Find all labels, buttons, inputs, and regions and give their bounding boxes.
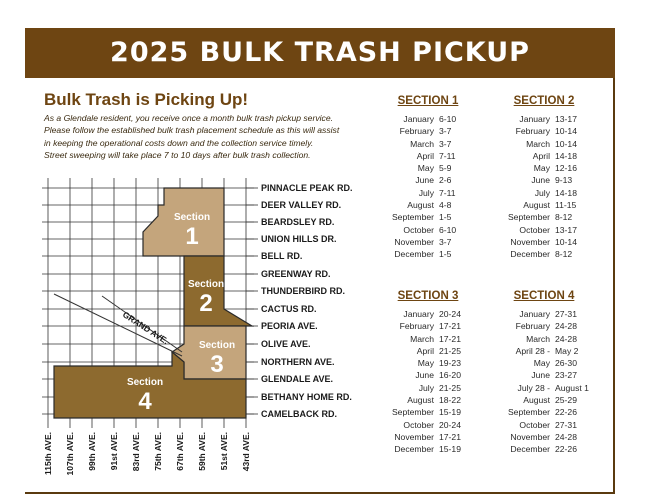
schedule-row [378, 308, 478, 320]
schedule-month: February [399, 126, 434, 137]
intro-text [44, 112, 364, 161]
schedule-row [378, 419, 478, 431]
schedule-row [494, 236, 594, 248]
schedule-month: July [418, 382, 434, 393]
section-4-number: 4 [138, 388, 152, 415]
schedule-row [378, 443, 478, 455]
schedule-dates: 15-19 [439, 444, 461, 455]
schedule-dates: 19-23 [439, 358, 461, 369]
schedule-month: August [407, 395, 434, 406]
road-label: BETHANY HOME RD. [261, 392, 352, 402]
schedule-dates: 8-12 [555, 249, 573, 260]
schedule-row [378, 174, 478, 186]
schedule-row [494, 224, 594, 236]
schedule-section-2 [494, 95, 594, 261]
section-map [34, 176, 354, 476]
schedule-section-3 [378, 290, 478, 456]
schedule-dates: 13-17 [555, 114, 577, 124]
schedule-dates: 3-7 [439, 126, 452, 137]
schedule-month: January [403, 309, 434, 319]
schedule-month: December [510, 249, 550, 260]
schedule-row [378, 394, 478, 406]
schedule-row [494, 320, 594, 332]
schedule-rows [378, 113, 478, 261]
schedule-row [494, 308, 594, 320]
schedule-month: December [394, 249, 434, 260]
schedule-row [494, 431, 594, 443]
schedule-month: February [515, 321, 550, 332]
schedule-dates: 10-14 [555, 126, 577, 137]
schedule-title: SECTION 1 [397, 95, 459, 107]
schedule-row [494, 113, 594, 125]
schedule-dates: 18-22 [439, 395, 461, 406]
schedule-month: April 28 - [515, 345, 550, 356]
schedule-row [494, 333, 594, 345]
schedule-month: September [507, 212, 550, 223]
road-label: CACTUS RD. [261, 304, 317, 314]
schedule-dates: 10-14 [555, 138, 577, 149]
schedule-month: November [510, 431, 550, 442]
intro-heading: Bulk Trash is Picking Up! [44, 90, 249, 109]
schedule-row [494, 419, 594, 431]
road-label: PEORIA AVE. [261, 321, 318, 331]
schedule-row [378, 138, 478, 150]
schedule-row [378, 369, 478, 381]
schedule-month: June [531, 175, 550, 186]
schedule-row [378, 431, 478, 443]
schedule-month: March [410, 333, 434, 344]
schedule-dates: 17-21 [439, 333, 461, 344]
schedule-month: October [403, 224, 434, 235]
schedule-dates: 15-19 [439, 407, 461, 418]
schedule-row [378, 345, 478, 357]
avenue-label: 107th AVE. [65, 432, 75, 476]
intro-line: Please follow the established bulk trash placement schedule as this will assist [44, 125, 340, 136]
schedule-row [494, 174, 594, 186]
schedule-row [378, 382, 478, 394]
schedule-month: September [391, 212, 434, 223]
schedule-row [494, 443, 594, 455]
road-label: GREENWAY RD. [261, 269, 331, 279]
schedule-dates: 5-9 [439, 163, 452, 174]
road-label: BELL RD. [261, 251, 303, 261]
schedule-row [378, 199, 478, 211]
schedule-month: April [416, 345, 434, 356]
schedule-month: June [415, 175, 434, 186]
avenue-label: 83rd AVE. [131, 432, 141, 472]
road-label: UNION HILLS DR. [261, 234, 337, 244]
section-3-number: 3 [210, 351, 224, 378]
schedule-dates: 21-25 [439, 345, 461, 356]
schedule-title: SECTION 3 [397, 290, 459, 302]
schedule-dates: 7-11 [439, 150, 456, 161]
schedule-month: November [510, 236, 550, 247]
schedule-month: August [523, 395, 550, 406]
schedule-month: November [394, 431, 434, 442]
schedule-row [494, 369, 594, 381]
schedule-row [494, 406, 594, 418]
road-label: DEER VALLEY RD. [261, 200, 342, 210]
road-label: PINNACLE PEAK RD. [261, 183, 353, 193]
schedule-dates: 22-26 [555, 407, 577, 418]
schedule-row [494, 138, 594, 150]
schedule-dates: 10-14 [555, 236, 577, 247]
schedule-dates: May 2 [555, 345, 579, 356]
schedule-month: December [394, 444, 434, 455]
schedule-month: June [415, 370, 434, 381]
schedule-dates: 17-21 [439, 431, 461, 442]
schedule-month: February [515, 126, 550, 137]
road-label: THUNDERBIRD RD. [261, 286, 345, 296]
schedule-row [378, 224, 478, 236]
avenue-label: 99th AVE. [87, 432, 97, 471]
schedule-rows [378, 308, 478, 456]
schedule-dates: 4-8 [439, 200, 452, 211]
schedule-dates: 23-27 [555, 370, 577, 381]
schedule-month: July [534, 187, 550, 198]
schedule-section-4 [494, 290, 594, 456]
schedule-dates: 24-28 [555, 333, 577, 344]
schedule-row [494, 248, 594, 260]
page-title: 2025 BULK TRASH PICKUP SCHEDULE [25, 28, 615, 78]
avenue-label: 51st AVE. [219, 432, 229, 471]
schedule-dates: 13-17 [555, 224, 577, 235]
schedule-dates: 26-30 [555, 358, 577, 369]
schedule-row [378, 125, 478, 137]
schedule-dates: 12-16 [555, 163, 577, 174]
schedule-row [494, 199, 594, 211]
schedule-dates: 21-25 [439, 382, 461, 393]
schedule-month: September [507, 407, 550, 418]
schedule-month: April [532, 150, 550, 161]
schedule-dates: 17-21 [439, 321, 461, 332]
schedule-month: March [526, 138, 550, 149]
schedule-dates: 14-18 [555, 150, 577, 161]
schedule-row [494, 357, 594, 369]
road-label: NORTHERN AVE. [261, 357, 335, 367]
schedule-row [378, 320, 478, 332]
schedule-month: January [403, 114, 434, 124]
intro-line: Street sweeping will take place 7 to 10 days after bulk trash collection. [44, 149, 311, 160]
schedule-dates: 7-11 [439, 187, 456, 198]
schedule-month: November [394, 236, 434, 247]
schedule-dates: 1-5 [439, 249, 452, 260]
schedule-dates: 3-7 [439, 236, 452, 247]
schedule-dates: 8-12 [555, 212, 573, 223]
schedule-month: October [519, 419, 550, 430]
schedule-section-1 [378, 95, 478, 261]
section-1-number: 1 [185, 223, 199, 250]
avenue-label: 67th AVE. [175, 432, 185, 471]
schedule-dates: 6-10 [439, 224, 457, 235]
schedule-month: August [523, 200, 550, 211]
schedule-dates: 20-24 [439, 419, 461, 430]
schedule-row [494, 211, 594, 223]
schedule-month: October [403, 419, 434, 430]
road-label: BEARDSLEY RD. [261, 217, 335, 227]
road-label: OLIVE AVE. [261, 339, 311, 349]
schedule-month: January [519, 114, 550, 124]
schedule-row [378, 211, 478, 223]
grand-ave-label: GRAND AVE. [120, 309, 171, 347]
schedule-dates: 24-28 [555, 431, 577, 442]
schedule-month: August [407, 200, 434, 211]
schedule-month: May [417, 358, 434, 369]
schedule-month: July [418, 187, 434, 198]
schedule-dates: 24-28 [555, 321, 577, 332]
schedule-row [494, 162, 594, 174]
schedule-dates: 27-31 [555, 309, 577, 319]
schedule-rows [494, 308, 594, 456]
schedule-row [378, 113, 478, 125]
road-label: CAMELBACK RD. [261, 409, 337, 419]
avenue-label: 91st AVE. [109, 432, 119, 471]
schedule-row [494, 345, 594, 357]
schedule-month: June [531, 370, 550, 381]
schedule-row [378, 333, 478, 345]
schedule-month: April [416, 150, 434, 161]
schedule-dates: 3-7 [439, 138, 452, 149]
schedule-row [378, 150, 478, 162]
schedule-dates: 2-6 [439, 175, 452, 186]
schedule-month: February [399, 321, 434, 332]
schedule-row [494, 382, 594, 394]
schedule-dates: 14-18 [555, 187, 577, 198]
road-label: GLENDALE AVE. [261, 374, 334, 384]
intro-line: in keeping the operational costs down and the collection service timely. [44, 137, 314, 148]
schedule-rows [494, 113, 594, 261]
schedule-row [378, 248, 478, 260]
schedule-dates: 11-15 [555, 200, 577, 211]
schedule-row [494, 187, 594, 199]
schedule-month: March [410, 138, 434, 149]
schedule-dates: 9-13 [555, 175, 573, 186]
section-2-number: 2 [199, 290, 213, 317]
schedule-month: September [391, 407, 434, 418]
schedule-month: December [510, 444, 550, 455]
schedule-month: May [533, 163, 550, 174]
schedule-dates: 1-5 [439, 212, 452, 223]
schedule-dates: August 1 [555, 382, 589, 393]
schedule-dates: 16-20 [439, 370, 461, 381]
schedule-dates: 27-31 [555, 419, 577, 430]
schedule-dates: 22-26 [555, 444, 577, 455]
avenue-label: 75th AVE. [153, 432, 163, 471]
schedule-row [378, 236, 478, 248]
schedule-month: May [417, 163, 434, 174]
avenue-label: 43rd AVE. [241, 432, 251, 472]
avenue-label: 59th AVE. [197, 432, 207, 471]
schedule-dates: 6-10 [439, 114, 457, 124]
schedule-month: July 28 - [517, 382, 550, 393]
schedule-dates: 25-29 [555, 395, 577, 406]
schedule-month: January [519, 309, 550, 319]
schedule-row [378, 187, 478, 199]
schedule-row [378, 406, 478, 418]
schedule-title: SECTION 2 [513, 95, 575, 107]
schedule-row [378, 162, 478, 174]
schedule-dates: 20-24 [439, 309, 461, 319]
avenue-label: 115th AVE. [43, 432, 53, 475]
section-1-word: Section [173, 212, 211, 223]
section-4-word: Section [126, 377, 164, 388]
schedule-month: October [519, 224, 550, 235]
section-2-word: Section [187, 279, 225, 290]
schedule-row [494, 150, 594, 162]
schedule-row [494, 125, 594, 137]
intro-line: As a Glendale resident, you receive once a month bulk trash pickup service. [44, 113, 333, 123]
schedule-title: SECTION 4 [513, 290, 575, 302]
schedule-month: March [526, 333, 550, 344]
schedule-row [378, 357, 478, 369]
schedule-month: May [533, 358, 550, 369]
section-3-word: Section [198, 340, 236, 351]
schedule-row [494, 394, 594, 406]
